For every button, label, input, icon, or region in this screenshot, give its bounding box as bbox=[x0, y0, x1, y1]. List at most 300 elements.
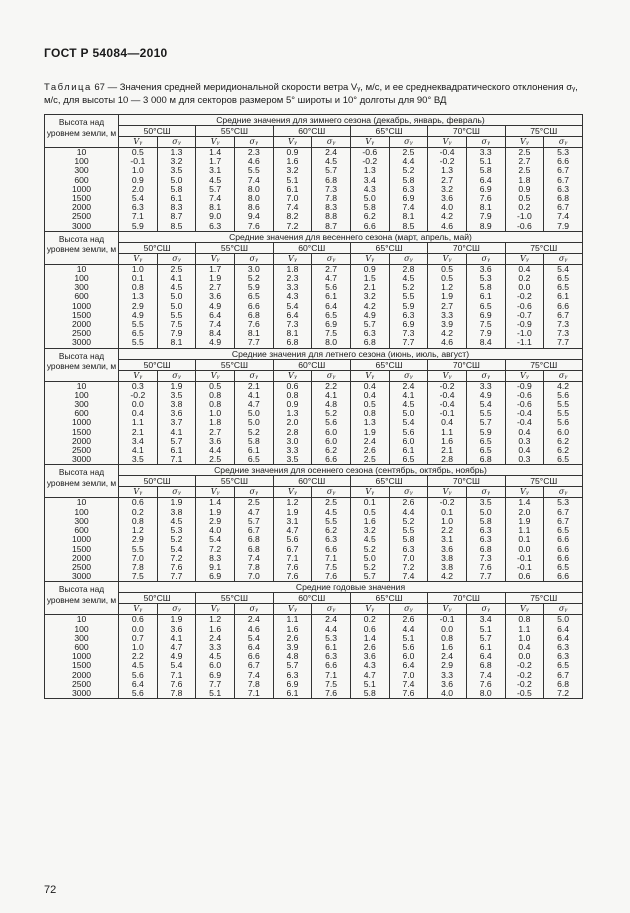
value-cell: 0.5 bbox=[350, 508, 389, 517]
value-cell: 5.1 bbox=[350, 680, 389, 689]
value-cell: 7.8 bbox=[119, 563, 158, 572]
value-cell: 6.4 bbox=[466, 652, 505, 661]
height-cell: 10 bbox=[45, 615, 119, 625]
latitude-header-row bbox=[45, 359, 583, 370]
sigma-header: σᵧ bbox=[312, 370, 351, 381]
value-cell: 2.3 bbox=[234, 148, 273, 158]
value-cell: 7.8 bbox=[312, 194, 351, 203]
value-cell: 7.5 bbox=[466, 320, 505, 329]
table-row bbox=[45, 391, 583, 400]
value-cell: 4.6 bbox=[234, 625, 273, 634]
value-cell: 6.5 bbox=[466, 437, 505, 446]
value-cell: 0.9 bbox=[350, 264, 389, 274]
value-cell: 4.7 bbox=[157, 643, 196, 652]
value-cell: 4.5 bbox=[389, 400, 428, 409]
value-cell: 4.7 bbox=[312, 274, 351, 283]
value-cell: 5.2 bbox=[234, 274, 273, 283]
value-cell: 5.8 bbox=[389, 176, 428, 185]
value-cell: 2.6 bbox=[273, 634, 312, 643]
value-cell: 6.6 bbox=[312, 661, 351, 670]
value-cell: 6.3 bbox=[350, 329, 389, 338]
quantity-header-row bbox=[45, 604, 583, 615]
value-cell: 5.4 bbox=[544, 264, 583, 274]
value-cell: -0.9 bbox=[505, 381, 544, 391]
value-cell: 7.3 bbox=[544, 320, 583, 329]
value-cell: 2.4 bbox=[312, 148, 351, 158]
height-cell: 3000 bbox=[45, 572, 119, 582]
value-cell: 7.4 bbox=[196, 320, 235, 329]
table-row bbox=[45, 563, 583, 572]
value-cell: 3.2 bbox=[428, 185, 467, 194]
v-header: Vᵧ bbox=[273, 487, 312, 498]
v-header: Vᵧ bbox=[273, 253, 312, 264]
value-cell: 8.0 bbox=[312, 338, 351, 348]
height-cell: 1500 bbox=[45, 311, 119, 320]
v-header: Vᵧ bbox=[428, 604, 467, 615]
value-cell: 8.3 bbox=[312, 203, 351, 212]
value-cell: 6.0 bbox=[389, 652, 428, 661]
value-cell: 6.6 bbox=[234, 652, 273, 661]
value-cell: 0.9 bbox=[119, 176, 158, 185]
value-cell: 1.1 bbox=[505, 526, 544, 535]
value-cell: 4.0 bbox=[428, 689, 467, 699]
value-cell: 7.4 bbox=[389, 572, 428, 582]
value-cell: 2.5 bbox=[505, 166, 544, 175]
sigma-header: σᵧ bbox=[234, 604, 273, 615]
table-row bbox=[45, 643, 583, 652]
value-cell: -0.2 bbox=[428, 381, 467, 391]
value-cell: 0.5 bbox=[196, 381, 235, 391]
value-cell: 5.1 bbox=[466, 157, 505, 166]
sigma-header: σᵧ bbox=[466, 370, 505, 381]
latitude-header: 50°СШ bbox=[119, 359, 196, 370]
value-cell: 7.8 bbox=[234, 563, 273, 572]
height-cell: 2000 bbox=[45, 437, 119, 446]
value-cell: 8.3 bbox=[157, 203, 196, 212]
value-cell: 2.9 bbox=[119, 302, 158, 311]
value-cell: 7.6 bbox=[312, 689, 351, 699]
v-header: Vᵧ bbox=[196, 487, 235, 498]
table-row bbox=[45, 311, 583, 320]
height-cell: 2500 bbox=[45, 329, 119, 338]
value-cell: -0.6 bbox=[505, 391, 544, 400]
value-cell: 2.4 bbox=[350, 437, 389, 446]
value-cell: 6.1 bbox=[157, 194, 196, 203]
value-cell: 5.8 bbox=[466, 166, 505, 175]
value-cell: 0.4 bbox=[505, 643, 544, 652]
value-cell: 7.6 bbox=[234, 222, 273, 232]
height-cell: 2500 bbox=[45, 563, 119, 572]
sigma-header: σᵧ bbox=[544, 370, 583, 381]
value-cell: 6.3 bbox=[544, 185, 583, 194]
value-cell: 4.5 bbox=[350, 535, 389, 544]
value-cell: 0.0 bbox=[505, 283, 544, 292]
value-cell: 5.5 bbox=[119, 320, 158, 329]
value-cell: 6.4 bbox=[234, 643, 273, 652]
value-cell: 6.4 bbox=[466, 176, 505, 185]
value-cell: 6.4 bbox=[544, 634, 583, 643]
value-cell: 5.6 bbox=[389, 428, 428, 437]
value-cell: 8.7 bbox=[312, 222, 351, 232]
value-cell: 1.5 bbox=[350, 274, 389, 283]
value-cell: 0.5 bbox=[350, 400, 389, 409]
value-cell: 9.1 bbox=[196, 563, 235, 572]
value-cell: -0.2 bbox=[428, 498, 467, 508]
value-cell: 2.7 bbox=[428, 176, 467, 185]
value-cell: 0.4 bbox=[505, 264, 544, 274]
v-header: Vᵧ bbox=[273, 137, 312, 148]
value-cell: 0.4 bbox=[350, 381, 389, 391]
sigma-header: σᵧ bbox=[234, 137, 273, 148]
value-cell: 3.3 bbox=[466, 148, 505, 158]
value-cell: 6.2 bbox=[544, 437, 583, 446]
value-cell: 3.2 bbox=[350, 526, 389, 535]
table-row bbox=[45, 554, 583, 563]
value-cell: 6.6 bbox=[544, 545, 583, 554]
table-row bbox=[45, 381, 583, 391]
value-cell: 5.0 bbox=[157, 176, 196, 185]
sigma-header: σᵧ bbox=[389, 370, 428, 381]
value-cell: 7.7 bbox=[196, 680, 235, 689]
value-cell: 1.4 bbox=[196, 148, 235, 158]
value-cell: 0.8 bbox=[196, 400, 235, 409]
value-cell: 1.2 bbox=[273, 498, 312, 508]
table-row bbox=[45, 652, 583, 661]
table-row bbox=[45, 418, 583, 427]
value-cell: 7.3 bbox=[312, 185, 351, 194]
value-cell: 4.9 bbox=[196, 302, 235, 311]
value-cell: 0.1 bbox=[350, 498, 389, 508]
v-header: Vᵧ bbox=[505, 604, 544, 615]
value-cell: 6.2 bbox=[350, 212, 389, 221]
value-cell: 2.6 bbox=[350, 643, 389, 652]
value-cell: 5.8 bbox=[389, 535, 428, 544]
table-row bbox=[45, 526, 583, 535]
value-cell: 5.6 bbox=[312, 283, 351, 292]
value-cell: 5.4 bbox=[234, 634, 273, 643]
quantity-header-row bbox=[45, 253, 583, 264]
v-header: Vᵧ bbox=[119, 253, 158, 264]
value-cell: 8.1 bbox=[234, 329, 273, 338]
height-cell: 300 bbox=[45, 283, 119, 292]
value-cell: 6.9 bbox=[196, 671, 235, 680]
latitude-header: 65°СШ bbox=[350, 126, 427, 137]
value-cell: 5.9 bbox=[466, 428, 505, 437]
v-header: Vᵧ bbox=[505, 253, 544, 264]
value-cell: 7.0 bbox=[273, 194, 312, 203]
height-cell: 600 bbox=[45, 176, 119, 185]
value-cell: 5.0 bbox=[544, 615, 583, 625]
v-header: Vᵧ bbox=[350, 487, 389, 498]
value-cell: 5.7 bbox=[157, 437, 196, 446]
season-title: Средние значения для зимнего сезона (декабрь, январь, февраль) bbox=[119, 115, 583, 126]
value-cell: 7.6 bbox=[273, 563, 312, 572]
block-title-row bbox=[45, 115, 583, 126]
value-cell: 6.1 bbox=[466, 643, 505, 652]
value-cell: 1.9 bbox=[350, 428, 389, 437]
value-cell: 8.5 bbox=[389, 222, 428, 232]
value-cell: 5.8 bbox=[350, 689, 389, 699]
value-cell: 2.2 bbox=[428, 526, 467, 535]
v-header: Vᵧ bbox=[350, 370, 389, 381]
value-cell: 2.5 bbox=[234, 498, 273, 508]
latitude-header-row bbox=[45, 476, 583, 487]
table-row bbox=[45, 680, 583, 689]
value-cell: 8.0 bbox=[234, 185, 273, 194]
value-cell: 2.1 bbox=[234, 381, 273, 391]
value-cell: 5.0 bbox=[234, 409, 273, 418]
value-cell: 6.1 bbox=[544, 292, 583, 301]
value-cell: 2.0 bbox=[119, 185, 158, 194]
value-cell: 0.3 bbox=[505, 437, 544, 446]
value-cell: 5.6 bbox=[544, 391, 583, 400]
v-header: Vᵧ bbox=[428, 370, 467, 381]
value-cell: 4.3 bbox=[350, 661, 389, 670]
height-cell: 100 bbox=[45, 508, 119, 517]
value-cell: 7.2 bbox=[389, 563, 428, 572]
table-row bbox=[45, 535, 583, 544]
value-cell: 7.5 bbox=[157, 320, 196, 329]
value-cell: 5.5 bbox=[466, 409, 505, 418]
value-cell: -0.2 bbox=[505, 680, 544, 689]
value-cell: -0.2 bbox=[505, 661, 544, 670]
value-cell: 8.2 bbox=[273, 212, 312, 221]
value-cell: 7.0 bbox=[389, 671, 428, 680]
value-cell: -0.4 bbox=[428, 391, 467, 400]
value-cell: 2.7 bbox=[196, 428, 235, 437]
value-cell: 1.1 bbox=[273, 615, 312, 625]
value-cell: 6.7 bbox=[544, 671, 583, 680]
value-cell: 6.9 bbox=[466, 185, 505, 194]
height-cell: 3000 bbox=[45, 338, 119, 348]
value-cell: 3.6 bbox=[428, 194, 467, 203]
value-cell: 4.4 bbox=[389, 157, 428, 166]
value-cell: -0.6 bbox=[505, 302, 544, 311]
v-header: Vᵧ bbox=[196, 604, 235, 615]
value-cell: 0.4 bbox=[505, 428, 544, 437]
height-cell: 2000 bbox=[45, 203, 119, 212]
height-cell: 100 bbox=[45, 625, 119, 634]
value-cell: 6.3 bbox=[544, 652, 583, 661]
value-cell: 6.6 bbox=[544, 554, 583, 563]
value-cell: 2.6 bbox=[389, 498, 428, 508]
value-cell: 2.0 bbox=[273, 418, 312, 427]
value-cell: 2.9 bbox=[119, 535, 158, 544]
value-cell: 7.4 bbox=[389, 680, 428, 689]
value-cell: 9.0 bbox=[196, 212, 235, 221]
value-cell: 3.5 bbox=[466, 498, 505, 508]
latitude-header: 75°СШ bbox=[505, 593, 582, 604]
value-cell: -0.9 bbox=[505, 320, 544, 329]
value-cell: 7.9 bbox=[157, 329, 196, 338]
value-cell: 2.4 bbox=[389, 381, 428, 391]
value-cell: 1.0 bbox=[119, 643, 158, 652]
latitude-header: 60°СШ bbox=[273, 476, 350, 487]
sigma-header: σᵧ bbox=[466, 253, 505, 264]
value-cell: 7.1 bbox=[119, 212, 158, 221]
sigma-header: σᵧ bbox=[544, 253, 583, 264]
value-cell: 4.0 bbox=[428, 203, 467, 212]
latitude-header-row bbox=[45, 593, 583, 604]
value-cell: 2.7 bbox=[196, 283, 235, 292]
value-cell: 4.3 bbox=[273, 292, 312, 301]
height-cell: 100 bbox=[45, 274, 119, 283]
v-header: Vᵧ bbox=[428, 137, 467, 148]
height-cell: 1500 bbox=[45, 661, 119, 670]
value-cell: 5.4 bbox=[273, 302, 312, 311]
value-cell: -0.2 bbox=[119, 391, 158, 400]
page-number: 72 bbox=[44, 884, 57, 896]
value-cell: 7.6 bbox=[466, 194, 505, 203]
sigma-header: σᵧ bbox=[234, 370, 273, 381]
v-header: Vᵧ bbox=[119, 487, 158, 498]
value-cell: 4.5 bbox=[196, 176, 235, 185]
value-cell: 4.4 bbox=[389, 625, 428, 634]
value-cell: 0.4 bbox=[350, 391, 389, 400]
value-cell: 3.1 bbox=[273, 517, 312, 526]
document-header: ГОСТ Р 54084—2010 bbox=[44, 46, 168, 60]
value-cell: 2.6 bbox=[389, 615, 428, 625]
value-cell: 6.2 bbox=[312, 526, 351, 535]
value-cell: 6.7 bbox=[544, 508, 583, 517]
value-cell: 7.0 bbox=[119, 554, 158, 563]
value-cell: 0.3 bbox=[505, 455, 544, 465]
table-row bbox=[45, 283, 583, 292]
height-cell: 600 bbox=[45, 643, 119, 652]
value-cell: 6.4 bbox=[389, 661, 428, 670]
latitude-header: 75°СШ bbox=[505, 476, 582, 487]
value-cell: 5.0 bbox=[157, 292, 196, 301]
table-row bbox=[45, 498, 583, 508]
value-cell: 1.0 bbox=[196, 409, 235, 418]
value-cell: 3.6 bbox=[350, 652, 389, 661]
value-cell: 5.3 bbox=[544, 498, 583, 508]
value-cell: 5.6 bbox=[544, 418, 583, 427]
value-cell: 6.3 bbox=[389, 185, 428, 194]
value-cell: 0.8 bbox=[273, 391, 312, 400]
height-cell: 10 bbox=[45, 264, 119, 274]
sigma-header: σᵧ bbox=[157, 487, 196, 498]
value-cell: 6.7 bbox=[544, 517, 583, 526]
value-cell: 6.8 bbox=[234, 535, 273, 544]
value-cell: 6.6 bbox=[544, 302, 583, 311]
sigma-header: σᵧ bbox=[234, 253, 273, 264]
table-row bbox=[45, 148, 583, 158]
value-cell: 2.0 bbox=[505, 508, 544, 517]
caption-text: 67 — Значения средней меридиональной скорости ветра Vᵧ, м/с, и ее среднеквадратического отклонения σᵧ, м/с, для высоты 10 — 3 000 м для секторов размером 5° широты и 10° долготы для 90° ВД bbox=[44, 82, 578, 106]
value-cell: 2.4 bbox=[196, 634, 235, 643]
block-title-row bbox=[45, 465, 583, 476]
table-row bbox=[45, 166, 583, 175]
value-cell: -0.2 bbox=[505, 671, 544, 680]
value-cell: 4.1 bbox=[312, 391, 351, 400]
value-cell: 4.6 bbox=[234, 157, 273, 166]
value-cell: 5.6 bbox=[389, 643, 428, 652]
value-cell: 4.2 bbox=[428, 329, 467, 338]
value-cell: 1.6 bbox=[428, 437, 467, 446]
value-cell: 0.9 bbox=[273, 148, 312, 158]
value-cell: 6.9 bbox=[389, 320, 428, 329]
sigma-header: σᵧ bbox=[466, 487, 505, 498]
value-cell: 4.6 bbox=[428, 338, 467, 348]
value-cell: 3.3 bbox=[273, 446, 312, 455]
value-cell: 6.3 bbox=[196, 222, 235, 232]
value-cell: 5.9 bbox=[389, 302, 428, 311]
value-cell: 3.1 bbox=[196, 166, 235, 175]
sigma-header: σᵧ bbox=[466, 604, 505, 615]
value-cell: 0.8 bbox=[428, 634, 467, 643]
value-cell: 5.7 bbox=[312, 166, 351, 175]
value-cell: 8.9 bbox=[466, 222, 505, 232]
value-cell: 6.6 bbox=[544, 157, 583, 166]
value-cell: -0.1 bbox=[428, 615, 467, 625]
value-cell: 3.6 bbox=[466, 264, 505, 274]
value-cell: 1.7 bbox=[196, 157, 235, 166]
value-cell: 3.9 bbox=[428, 320, 467, 329]
value-cell: 4.9 bbox=[466, 391, 505, 400]
sigma-header: σᵧ bbox=[544, 604, 583, 615]
height-column-header: Высота над уровнем земли, м bbox=[45, 465, 119, 498]
value-cell: 1.3 bbox=[157, 148, 196, 158]
value-cell: 5.7 bbox=[196, 185, 235, 194]
v-header: Vᵧ bbox=[350, 137, 389, 148]
quantity-header-row bbox=[45, 487, 583, 498]
value-cell: 5.1 bbox=[273, 176, 312, 185]
value-cell: 1.6 bbox=[196, 625, 235, 634]
table-row bbox=[45, 446, 583, 455]
value-cell: 2.8 bbox=[428, 455, 467, 465]
value-cell: 5.7 bbox=[466, 634, 505, 643]
value-cell: 4.0 bbox=[196, 526, 235, 535]
value-cell: 8.1 bbox=[389, 212, 428, 221]
value-cell: 4.1 bbox=[119, 446, 158, 455]
value-cell: 7.1 bbox=[273, 554, 312, 563]
latitude-header: 60°СШ bbox=[273, 242, 350, 253]
value-cell: 3.4 bbox=[466, 615, 505, 625]
height-cell: 600 bbox=[45, 292, 119, 301]
value-cell: 7.7 bbox=[544, 338, 583, 348]
value-cell: 3.5 bbox=[273, 455, 312, 465]
value-cell: 0.1 bbox=[428, 508, 467, 517]
value-cell: 1.9 bbox=[428, 292, 467, 301]
value-cell: 8.3 bbox=[196, 554, 235, 563]
value-cell: 4.8 bbox=[273, 652, 312, 661]
value-cell: 6.9 bbox=[273, 680, 312, 689]
value-cell: 5.2 bbox=[389, 283, 428, 292]
value-cell: 3.0 bbox=[234, 264, 273, 274]
value-cell: 2.1 bbox=[428, 446, 467, 455]
table-row bbox=[45, 185, 583, 194]
v-header: Vᵧ bbox=[505, 487, 544, 498]
value-cell: -0.6 bbox=[505, 400, 544, 409]
value-cell: 5.6 bbox=[119, 689, 158, 699]
value-cell: 7.5 bbox=[312, 680, 351, 689]
table-row bbox=[45, 338, 583, 348]
sigma-header: σᵧ bbox=[234, 487, 273, 498]
table-caption bbox=[44, 81, 584, 107]
value-cell: 5.5 bbox=[544, 400, 583, 409]
latitude-header: 70°СШ bbox=[428, 359, 505, 370]
value-cell: 5.7 bbox=[234, 517, 273, 526]
value-cell: 0.8 bbox=[119, 283, 158, 292]
height-cell: 3000 bbox=[45, 689, 119, 699]
value-cell: 7.2 bbox=[196, 545, 235, 554]
value-cell: -0.1 bbox=[428, 409, 467, 418]
height-cell: 100 bbox=[45, 391, 119, 400]
table-row bbox=[45, 409, 583, 418]
value-cell: 1.6 bbox=[273, 157, 312, 166]
value-cell: 3.7 bbox=[157, 418, 196, 427]
